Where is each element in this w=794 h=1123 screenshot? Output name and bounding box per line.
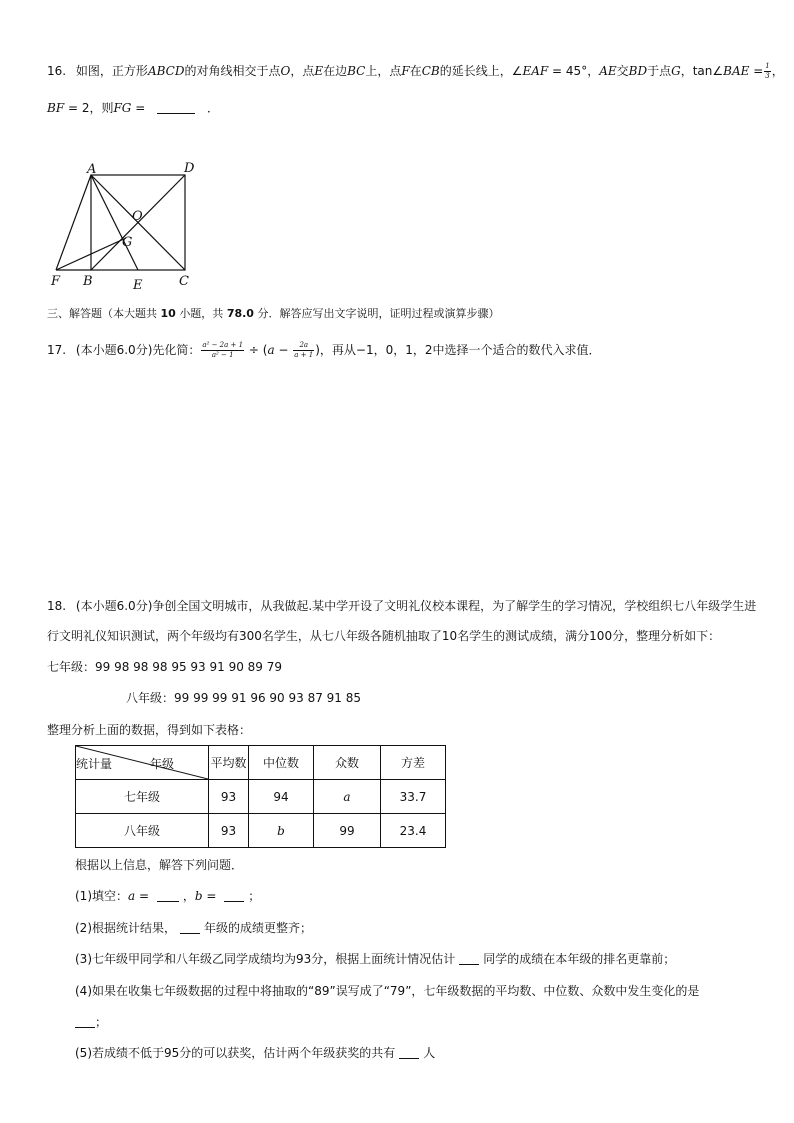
row-variance: 33.7 — [381, 780, 446, 814]
row-mean: 93 — [209, 780, 249, 814]
square-figure — [46, 158, 206, 293]
label-g: G — [122, 235, 133, 250]
q17-number: 17. — [47, 343, 67, 357]
label-a: A — [87, 162, 97, 177]
answer-intro: 根据以上信息，解答下列问题． — [75, 858, 244, 872]
answer-blank[interactable] — [180, 921, 200, 934]
table-row — [76, 780, 446, 814]
answer-blank[interactable] — [75, 1015, 95, 1028]
q18-line2: 行文明礼仪知识测试，两个年级均有300名学生，从七八年级各随机抽取了10名学生的测试成绩，满分100分，整理分析如下： — [47, 629, 721, 643]
fraction-1: $\frac{\text{a² − 2a + 1}}{\text{a² − 1}}$ — [202, 341, 244, 359]
row-median: b — [249, 814, 314, 848]
answer-blank-a[interactable] — [157, 889, 179, 902]
fraction-2: $\frac{2a}{a + 1}$ — [294, 341, 314, 359]
q16-number: 16. — [47, 64, 67, 78]
row-mode: a — [314, 780, 381, 814]
grade8-scores: 八年级：99 99 99 91 96 90 93 87 91 85 — [126, 691, 362, 705]
row-median: 94 — [249, 780, 314, 814]
stats-table — [75, 745, 446, 848]
answer-blank[interactable] — [399, 1046, 419, 1059]
tan-fraction: $\frac{1}{3}$ — [765, 62, 770, 80]
table-header-row — [76, 746, 446, 780]
part-1: (1)填空：a = ，b = ； — [75, 889, 261, 903]
table-row — [76, 814, 446, 848]
answer-blank[interactable] — [459, 952, 479, 965]
q16-line2: BF = 2，则FG = ． — [47, 101, 219, 115]
label-e: E — [133, 278, 143, 293]
row-grade: 八年级 — [76, 814, 209, 848]
label-f: F — [51, 274, 61, 289]
answer-blank[interactable] — [157, 101, 195, 114]
label-o: O — [132, 209, 143, 224]
part-4: (4)如果在收集七年级数据的过程中将抽取的“89”误写成了“79”，七年级数据的平均数、中位数、众数中发生变化的是 — [75, 984, 700, 998]
part-5: (5)若成绩不低于95分的可以获奖，估计两个年级获奖的共有 人 — [75, 1046, 436, 1060]
q17-line: 17. (本小题6.0分)先化简： $\frac{\text{a² − 2a + 1}}{\text{a² − 1}}$ ÷ (a − $\frac{2a}{a + 1}$ )，再从−1，0，1，2中选择一个适合的数代入求值． — [47, 341, 601, 359]
header-variance: 方差 — [381, 746, 446, 780]
segment-ae — [91, 175, 138, 270]
grade7-scores: 七年级：99 98 98 98 95 93 91 90 89 79 — [47, 660, 283, 674]
q18-number: 18. — [47, 599, 67, 613]
table-intro: 整理分析上面的数据，得到如下表格： — [47, 723, 252, 737]
label-b: B — [83, 274, 93, 289]
part-2: (2)根据统计结果， 年级的成绩更整齐； — [75, 921, 313, 935]
header-mean: 平均数 — [209, 746, 249, 780]
part-3: (3)七年级甲同学和八年级乙同学成绩均为93分，根据上面统计情况估计 同学的成绩在本年级的排名更靠前； — [75, 952, 676, 966]
row-mean: 93 — [209, 814, 249, 848]
q16-line1: 16. 如图，正方形ABCD的对角线相交于点O，点E在边BC上，点F在CB的延长线上，∠EAF = 45°，AE交BD于点G，tan∠BAE = $\frac{1}{3}$ ， — [47, 62, 784, 80]
diagonal-header-cell: 统计量 年级 — [76, 746, 209, 780]
answer-blank-b[interactable] — [224, 889, 244, 902]
row-mode: 99 — [314, 814, 381, 848]
part-4-blank-line: ； — [75, 1014, 107, 1030]
section-title: 三、解答题（本大题共 10 小题，共 78.0 分．解答应写出文字说明，证明过程或演算步骤） — [47, 307, 500, 320]
label-c: C — [179, 274, 189, 289]
label-d: D — [184, 161, 195, 176]
row-grade: 七年级 — [76, 780, 209, 814]
header-median: 中位数 — [249, 746, 314, 780]
row-variance: 23.4 — [381, 814, 446, 848]
q18-line1: 18. (本小题6.0分)争创全国文明城市，从我做起.某中学开设了文明礼仪校本课程，为了解学生的学习情况，学校组织七八年级学生进 — [47, 599, 757, 613]
header-mode: 众数 — [314, 746, 381, 780]
